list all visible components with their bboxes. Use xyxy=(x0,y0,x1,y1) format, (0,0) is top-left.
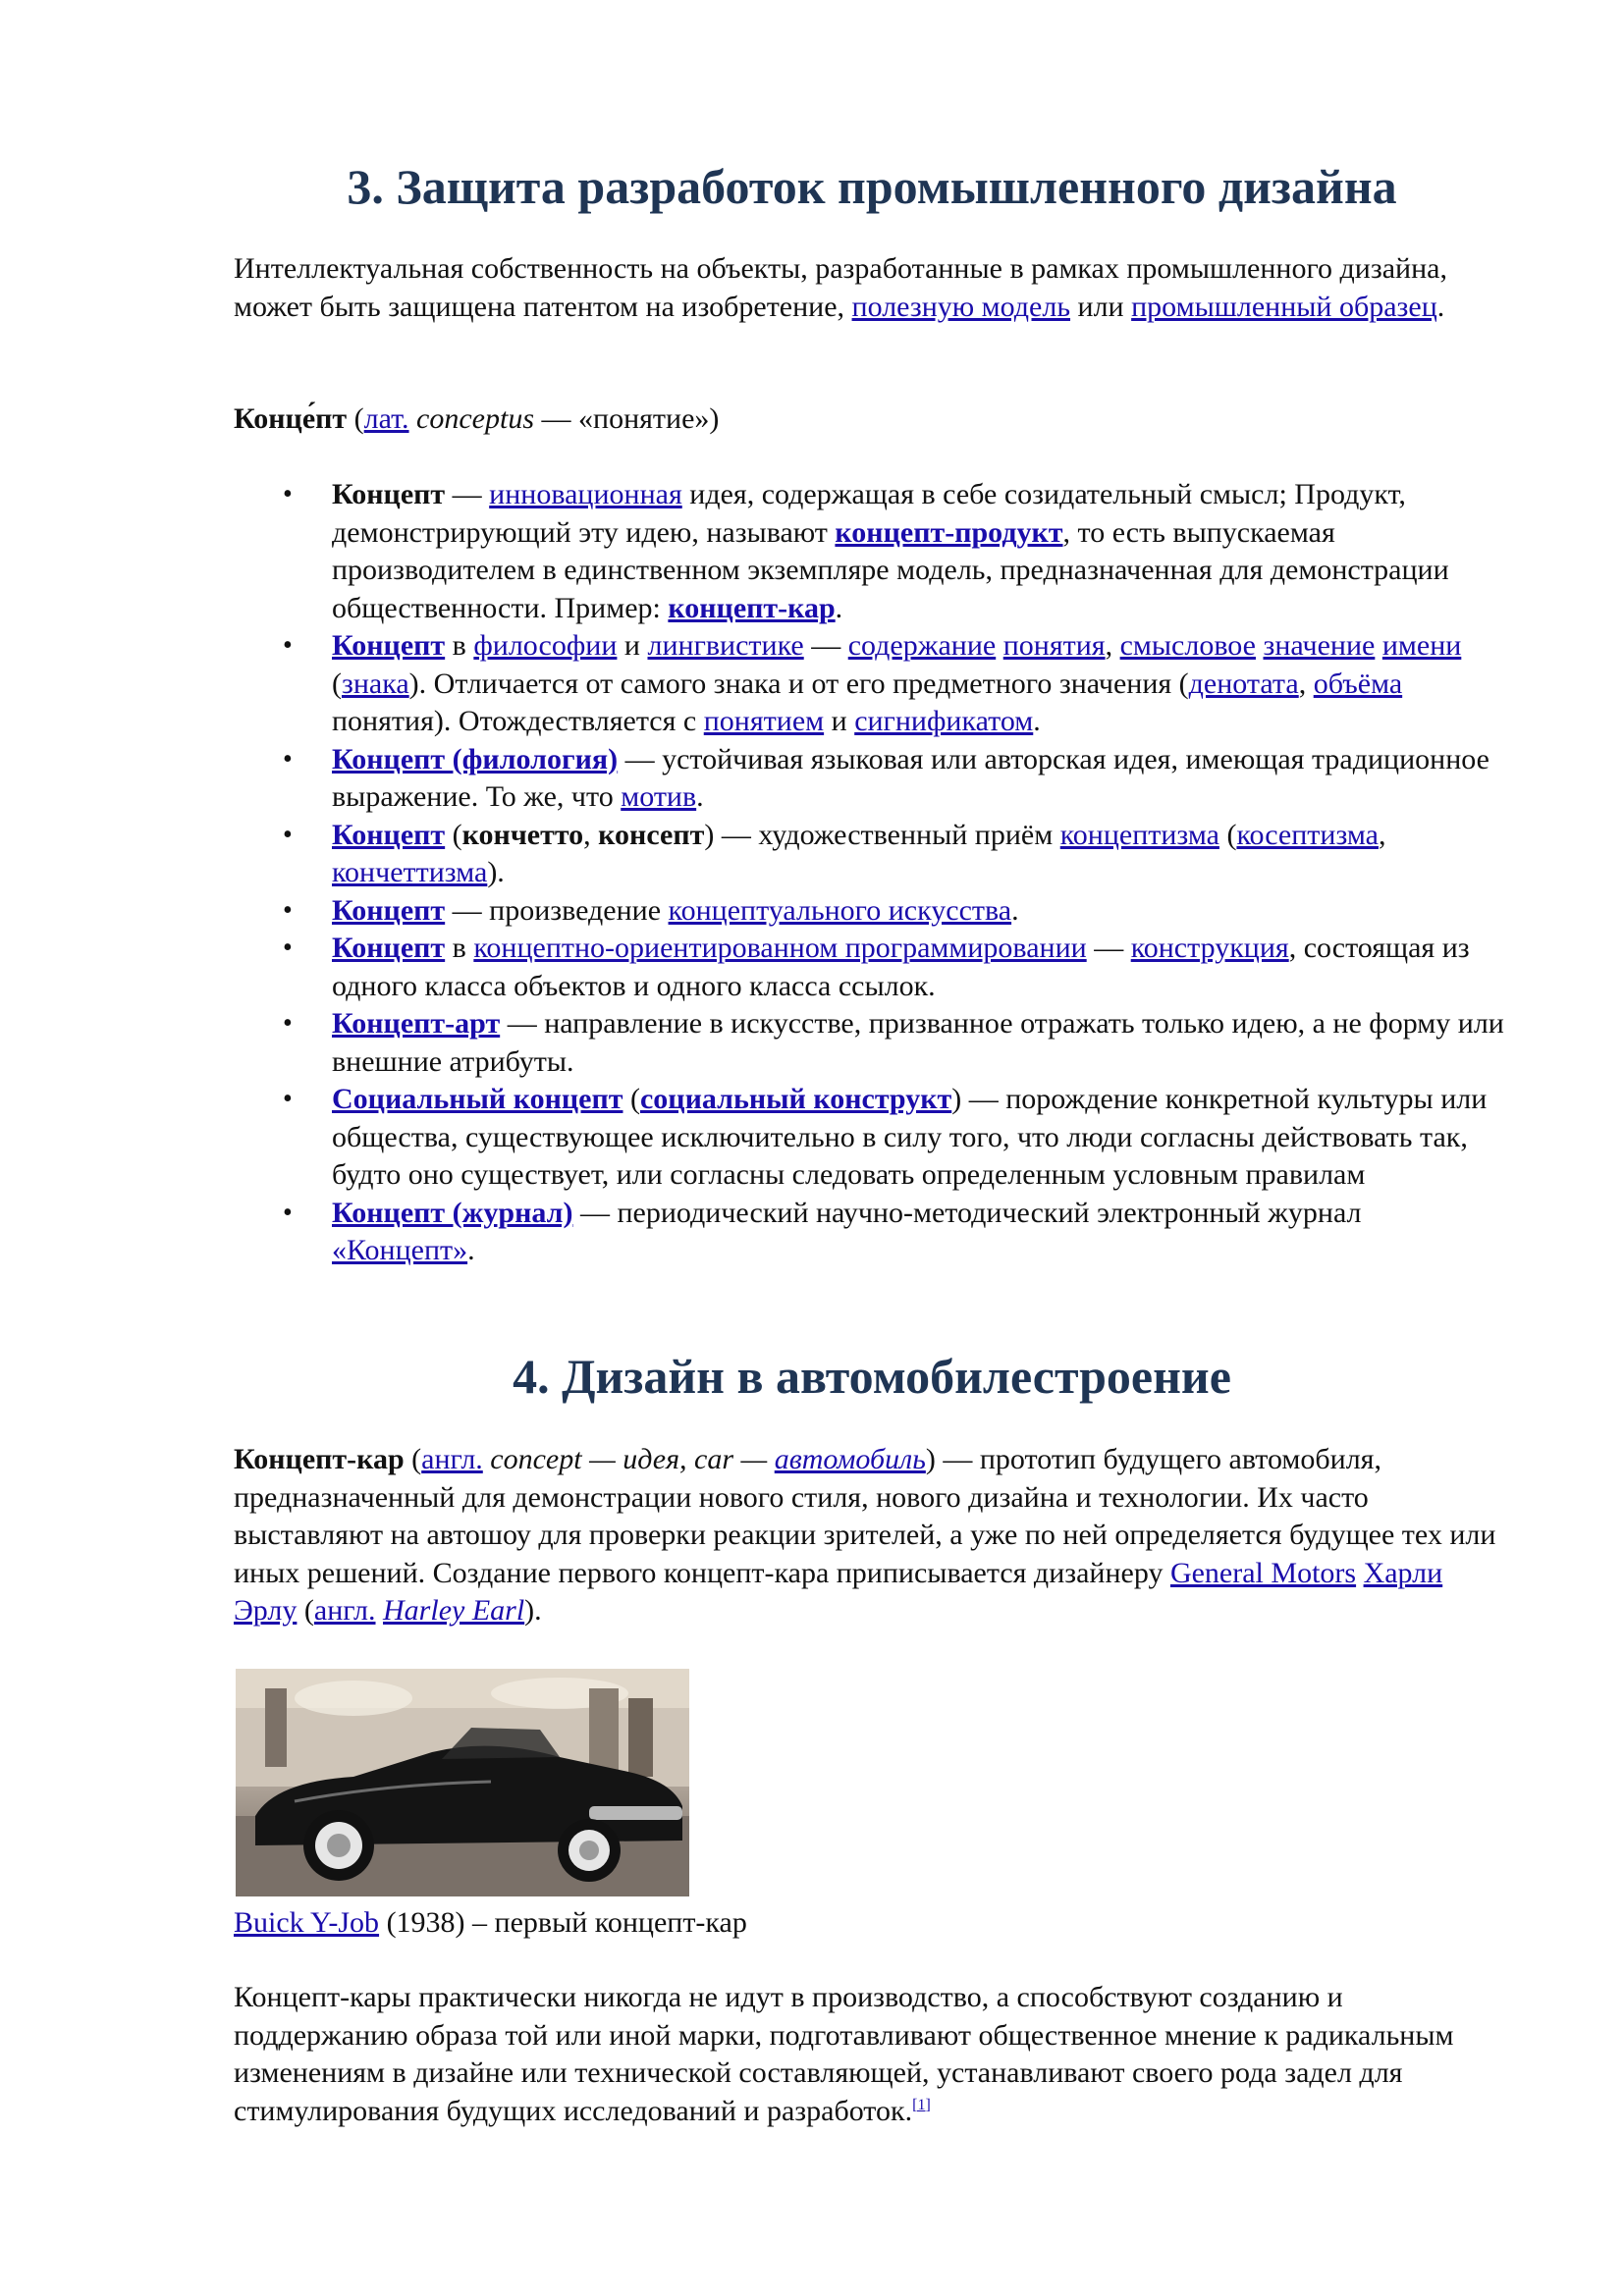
text: ( xyxy=(297,1594,314,1627)
link-conceptism[interactable]: концептизма xyxy=(1059,818,1219,851)
text: , то есть выпускаемая производителем в единственном экземпляре модель, предназначенная для демонстрации общественности. Пример: xyxy=(332,515,1449,624)
car-illustration xyxy=(236,1669,689,1896)
photo-caption xyxy=(234,1904,747,1943)
link-notion[interactable]: понятия xyxy=(1002,629,1106,662)
link-construction[interactable]: конструкция xyxy=(1130,932,1289,964)
text: ) — порождение конкретной культуры или общества, существующее исключительно в силу того, что люди согласны действовать так, будто оно существует, или согласны следовать определенным условным правилам xyxy=(332,1083,1488,1191)
text: — произведение xyxy=(445,893,669,927)
text: или xyxy=(1070,290,1132,323)
list-item xyxy=(234,892,1510,931)
text: . xyxy=(1436,290,1445,323)
link-denotatum[interactable]: денотата xyxy=(1188,667,1299,700)
text: , состоящая из одного класса объектов и одного класса ссылок. xyxy=(332,932,1470,1002)
text: ) — прототип будущего автомобиля, предназначенный для демонстрации нового стиля, нового дизайна и технологии. Их часто выставляют на автошоу для проверки реакции зрителей, а уже по ней определяется будущее тех или иных решений. Создание первого концепт-кара приписывается дизайнеру xyxy=(234,1443,1496,1589)
etymology-italic: concept — идея, car — xyxy=(482,1443,775,1475)
item-term: Концепт xyxy=(332,478,446,510)
buick-y-job-photo xyxy=(236,1669,689,1896)
list-item xyxy=(234,1195,1510,1270)
link-harley-earl[interactable]: Harley Earl xyxy=(383,1594,525,1627)
text: ( xyxy=(347,402,364,435)
link-name[interactable]: имени xyxy=(1381,629,1462,662)
text: — xyxy=(803,629,848,662)
concept-cars-paragraph xyxy=(234,1979,1510,2130)
link-volume[interactable]: объёма xyxy=(1313,667,1403,700)
link-latin[interactable]: лат. xyxy=(363,402,409,435)
text: ( xyxy=(445,818,462,851)
link-social-construct[interactable]: социальный конструкт xyxy=(639,1083,952,1115)
link-linguistics[interactable]: лингвистике xyxy=(647,629,804,662)
link-concettism[interactable]: кончеттизма xyxy=(332,856,488,888)
link-sign[interactable]: знака xyxy=(342,667,409,700)
link-english[interactable]: англ. xyxy=(421,1443,483,1475)
link-concept-art-device[interactable]: Концепт xyxy=(332,818,446,851)
text: ( xyxy=(623,1083,640,1115)
concept-term: Конце́пт xyxy=(234,402,348,435)
concept-car-term: Концепт-кар xyxy=(234,1443,405,1475)
link-conceptismo[interactable]: косептизма xyxy=(1236,818,1379,851)
section-4-heading: 4. Дизайн в автомобилестроение xyxy=(513,1349,1231,1404)
text: ). xyxy=(487,856,505,888)
term-consept: консепт xyxy=(598,818,705,851)
link-significatum[interactable]: сигнификатом xyxy=(854,705,1034,737)
link-concept-art[interactable]: Концепт-арт xyxy=(332,1007,501,1040)
text: ( xyxy=(404,1443,422,1475)
section-3-heading: 3. Защита разработок промышленного дизайна xyxy=(347,159,1397,214)
link-concept-philosophy[interactable]: Концепт xyxy=(332,629,446,662)
latin-word: conceptus xyxy=(408,402,535,435)
text: в xyxy=(445,629,474,662)
text: . xyxy=(1011,893,1019,927)
text: ) — художественный приём xyxy=(704,818,1060,851)
link-harley-earl-ru[interactable]: Харли Эрлу xyxy=(234,1556,1443,1627)
text xyxy=(996,629,1003,662)
link-koncept-journal[interactable]: «Концепт» xyxy=(332,1234,468,1266)
text: , xyxy=(1298,667,1314,700)
text: Концепт-кары практически никогда не идут в производство, а способствуют созданию и поддержанию образа той или иной марки, подготавливают общественное мнение к радикальным изменениям в дизайне или технической составляющей, устанавливают своего рода задел для стимулирования будущих исследований и разработок. xyxy=(234,1981,1454,2127)
term-concetto: кончетто xyxy=(461,818,584,851)
link-concept-oriented-programming[interactable]: концептно-ориентированном программировании xyxy=(473,932,1087,964)
link-utility-model[interactable]: полезную модель xyxy=(851,290,1071,323)
link-concept-product[interactable]: концепт-продукт xyxy=(835,515,1063,549)
text: идея, содержащая в себе созидательный смысл; Продукт, демонстрирующий эту идею, называют xyxy=(332,478,1406,549)
list-item xyxy=(234,930,1510,1005)
text: . xyxy=(696,780,704,813)
text: ). Отличается от самого знака и от его предметного значения ( xyxy=(408,667,1189,700)
link-buick-y-job[interactable]: Buick Y-Job xyxy=(234,1906,380,1939)
link-content[interactable]: содержание xyxy=(847,629,997,662)
link-meaning[interactable]: значение xyxy=(1263,629,1376,662)
text: ( xyxy=(1218,818,1237,851)
link-concept-journal[interactable]: Концепт (журнал) xyxy=(332,1196,573,1229)
text: — направление в искусстве, призванное отражать только идею, а не форму или внешние атрибуты. xyxy=(332,1007,1504,1078)
text: в xyxy=(445,932,474,964)
list-item xyxy=(234,476,1510,627)
link-english-2[interactable]: англ. xyxy=(313,1594,376,1627)
text: ( xyxy=(332,667,342,700)
text: . xyxy=(467,1234,475,1266)
list-item xyxy=(234,627,1510,741)
link-philosophy[interactable]: философии xyxy=(473,629,618,662)
text: — xyxy=(1086,932,1131,964)
link-innovative[interactable]: инновационная xyxy=(489,478,682,510)
caption-text: (1938) – первый концепт-кар xyxy=(379,1906,747,1939)
link-concept-notion[interactable]: понятием xyxy=(703,705,825,737)
text: — устойчивая языковая или авторская идея, имеющая традиционное выражение. То же, что xyxy=(332,742,1489,813)
link-concept-philology[interactable]: Концепт (филология) xyxy=(332,742,619,775)
list-item xyxy=(234,817,1510,892)
text: — периодический научно-методический электронный журнал xyxy=(572,1196,1362,1229)
link-industrial-design[interactable]: промышленный образец xyxy=(1131,290,1437,323)
concept-car-paragraph xyxy=(234,1441,1510,1630)
text: понятия). Отождествляется с xyxy=(332,705,704,737)
link-motif[interactable]: мотив xyxy=(621,780,697,813)
link-semantic[interactable]: смысловое xyxy=(1119,629,1256,662)
link-concept-artwork[interactable]: Концепт xyxy=(332,893,446,927)
text: , xyxy=(1105,629,1120,662)
text: и xyxy=(617,629,648,662)
link-concept-car[interactable]: концепт-кар xyxy=(668,591,836,624)
list-item xyxy=(234,1081,1510,1195)
text: ). xyxy=(524,1594,542,1627)
concept-list xyxy=(234,476,1510,1270)
text: . xyxy=(835,591,843,624)
text: и xyxy=(824,705,855,737)
link-general-motors[interactable]: General Motors xyxy=(1169,1556,1357,1589)
text: , xyxy=(1378,818,1386,851)
text xyxy=(376,1594,384,1627)
text: . xyxy=(1033,705,1041,737)
link-concept-programming[interactable]: Концепт xyxy=(332,932,446,964)
text: , xyxy=(583,818,599,851)
text xyxy=(1375,629,1382,662)
footnote-ref-link[interactable]: [1] xyxy=(912,2096,931,2113)
link-conceptual-art[interactable]: концептуального искусства xyxy=(668,893,1012,927)
list-item xyxy=(234,741,1510,817)
text xyxy=(1356,1557,1364,1589)
intro-paragraph xyxy=(234,250,1510,326)
concept-definition-line xyxy=(234,400,1510,439)
link-automobile[interactable]: автомобиль xyxy=(774,1443,926,1475)
text: — «понятие») xyxy=(534,402,720,435)
link-social-concept[interactable]: Социальный концепт xyxy=(332,1083,623,1115)
text: Интеллектуальная собственность на объекты, разработанные в рамках промышленного дизайна, может быть защищена патентом на изобретение, xyxy=(234,252,1447,323)
list-item xyxy=(234,1005,1510,1081)
text: — xyxy=(445,478,490,510)
